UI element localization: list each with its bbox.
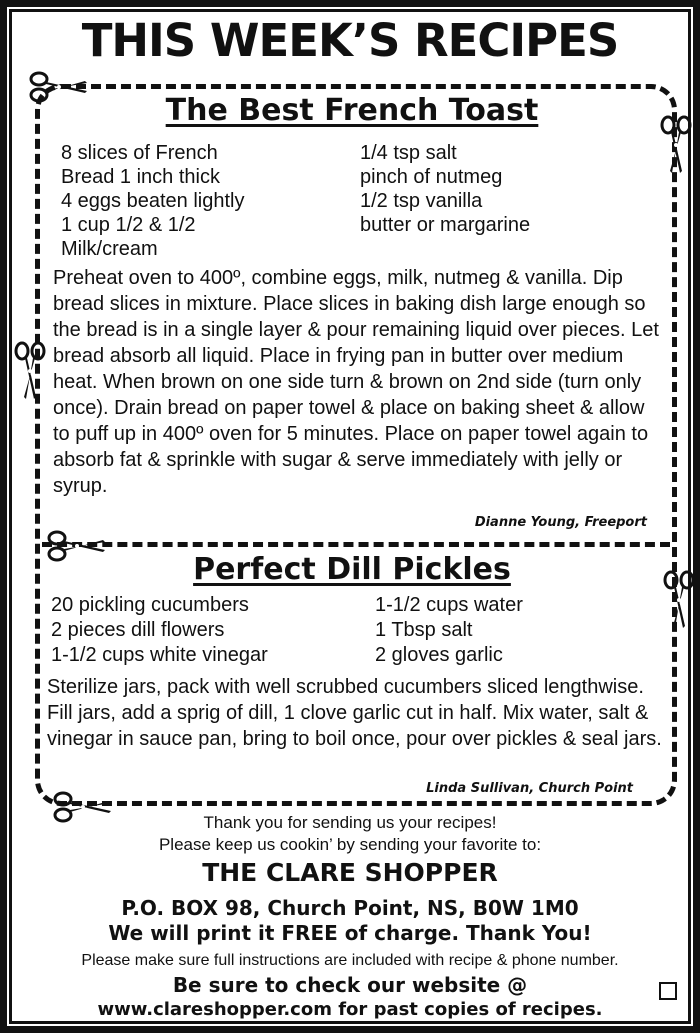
ingredient-item: 1-1/2 cups water (375, 594, 523, 616)
recipe-divider (42, 542, 670, 547)
ingredient-item: butter or margarine (360, 214, 531, 236)
ingredient-item: 8 slices of French (61, 142, 218, 164)
scissors-icon (662, 570, 696, 630)
recipe-author: Dianne Young, Freeport (474, 515, 647, 530)
scissors-icon (47, 529, 107, 563)
ingredient-list-left (61, 141, 244, 261)
ingredient-item: 2 gloves garlic (375, 644, 503, 666)
mailing-address: P.O. BOX 98, Church Point, NS, B0W 1M0 (121, 896, 579, 920)
ingredient-item: 1 cup 1/2 & 1/2 (61, 214, 196, 236)
ingredient-item: Bread 1 inch thick (61, 166, 220, 188)
page-title: THIS WEEK’S RECIPES (81, 14, 619, 67)
free-print-notice: We will print it FREE of charge. Thank You! (108, 921, 592, 945)
ingredient-item: 1 Tbsp salt (375, 619, 473, 641)
checkbox-icon (659, 982, 677, 1000)
scissors-icon (13, 341, 47, 401)
ingredient-item: 1-1/2 cups white vinegar (51, 644, 268, 666)
thank-you-text: Thank you for sending us your recipes! (203, 813, 497, 832)
ingredient-item: 1/4 tsp salt (360, 142, 457, 164)
ingredient-item: 1/2 tsp vanilla (360, 190, 483, 212)
recipe-instructions: Preheat oven to 400º, combine eggs, milk, nutmeg & vanilla. Dip bread slices in mixture. Place slices in baking dish large enough so the bread is in a single layer & pour remaining liquid over pieces. Let bread absorb all liquid. Place in frying pan in butter over medium heat. When brown on one side turn & brown on 2nd side (turn only once). Drain bread on paper towel & place on baking sheet & allow to puff up in 400º oven for 5 minutes. Place on paper towel again to absorb fat & sprinkle with sugar & serve immediately with jelly or syrup. (53, 267, 659, 497)
instructions-note: Please make sure full instructions are included with recipe & phone number. (81, 952, 619, 969)
ingredient-item: pinch of nutmeg (360, 166, 503, 188)
ingredient-list-right (360, 141, 530, 237)
scissors-icon (29, 70, 89, 104)
scissors-icon (659, 115, 693, 175)
recipe-instructions: Sterilize jars, pack with well scrubbed cucumbers sliced lengthwise. Fill jars, add a sprig of dill, 1 clove garlic cut in half. Mix water, salt & vinegar in sauce pan, bring to boil once, pour over pickles & seal jars. (47, 676, 662, 750)
recipe-title: Perfect Dill Pickles (193, 552, 511, 587)
publication-name: THE CLARE SHOPPER (202, 858, 498, 887)
ingredient-item: 2 pieces dill flowers (51, 619, 225, 641)
ingredient-item: Milk/cream (61, 238, 158, 260)
ingredient-list-right (375, 593, 523, 668)
website-url[interactable]: www.clareshopper.com for past copies of recipes. (97, 999, 603, 1020)
website-prompt: Be sure to check our website @ (172, 973, 528, 997)
recipe-title: The Best French Toast (165, 93, 539, 128)
request-text: Please keep us cookin’ by sending your favorite to: (158, 835, 542, 854)
ingredient-item: 4 eggs beaten lightly (61, 190, 245, 212)
recipe-author: Linda Sullivan, Church Point (426, 781, 633, 796)
ingredient-item: 20 pickling cucumbers (51, 594, 249, 616)
ingredient-list-left (51, 593, 268, 668)
